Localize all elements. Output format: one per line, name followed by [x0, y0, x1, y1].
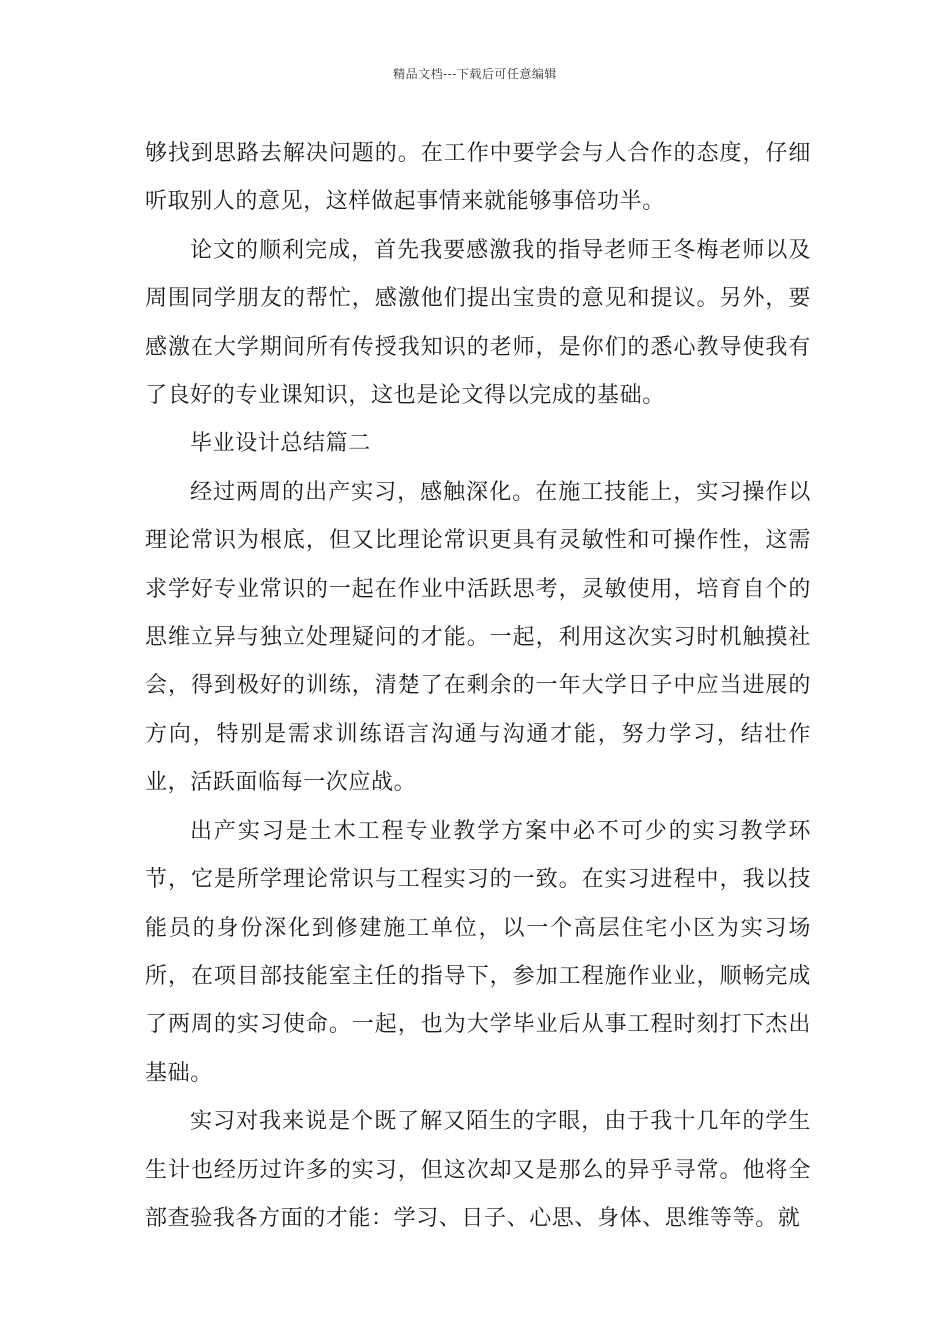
paragraph: 够找到思路去解决问题的。在工作中要学会与人合作的态度，仔细听取别人的意见，这样做起事情来就能够事倍功半。	[145, 141, 811, 215]
paragraph: 出产实习是土木工程专业教学方案中必不可少的实习教学环节，它是所学理论常识与工程实习的一致。在实习进程中，我以技能员的身份深化到修建施工单位，以一个高层住宅小区为实习场所，在项目部技能室主任的指导下，参加工程施作业业，顺畅完成了两周的实习使命。一起，也为大学毕业后从事工程时刻打下杰出基础。	[145, 818, 811, 1086]
page-header: 精品文档---下载后可任意编辑	[393, 67, 557, 81]
section-heading: 毕业设计总结篇二	[190, 431, 371, 457]
paragraph: 经过两周的出产实习，感触深化。在施工技能上，实习操作以理论常识为根底，但又比理论常识更具有灵敏性和可操作性，这需求学好专业常识的一起在作业中活跃思考，灵敏使用，培育自个的思维立异与独立处理疑问的才能。一起，利用这次实习时机触摸社会，得到极好的训练，清楚了在剩余的一年大学日子中应当进展的方向，特别是需求训练语言沟通与沟通才能，努力学习，结壮作业，活跃面临每一次应战。	[145, 479, 811, 796]
paragraph: 实习对我来说是个既了解又陌生的字眼，由于我十几年的学生生计也经历过许多的实习，但这次却又是那么的异乎寻常。他将全部查验我各方面的才能：学习、日子、心思、身体、思维等等。就	[145, 1109, 811, 1231]
document-body	[145, 130, 811, 1243]
paragraph: 论文的顺利完成，首先我要感激我的指导老师王冬梅老师以及周围同学朋友的帮忙，感激他们提出宝贵的意见和提议。另外，要感激在大学期间所有传授我知识的老师，是你们的悉心教导使我有了良好的专业课知识，这也是论文得以完成的基础。	[145, 237, 811, 409]
